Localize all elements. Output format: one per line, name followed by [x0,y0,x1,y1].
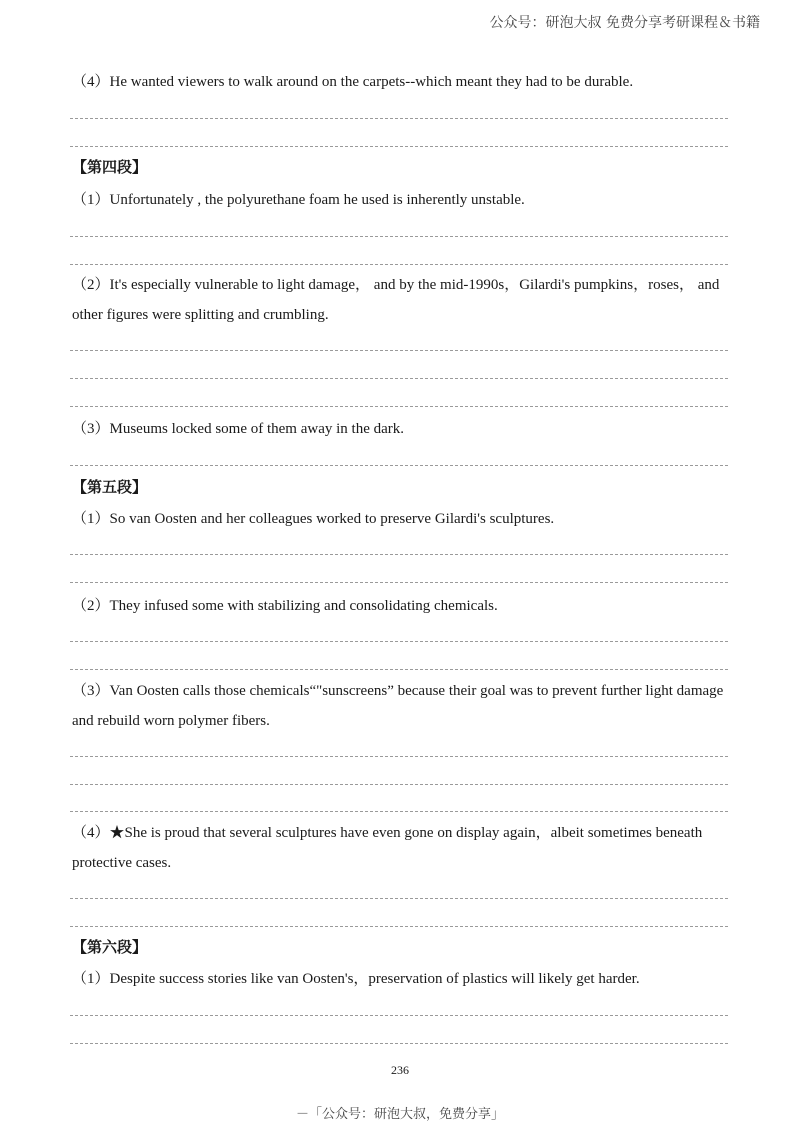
sentence-4-3: （3）Museums locked some of them away in the dark. [72,421,405,437]
answer-line [70,350,728,351]
answer-line [70,465,728,466]
header-watermark: 公众号：研泡大叔 免费分享考研课程＆书籍 [489,15,760,31]
sentence-4-2: （2）It's especially vulnerable to light damage， and by the mid-1990s，Gilardi's pumpkins，roses， and other figures were splitting and crumbling. [72,277,720,323]
answer-line [70,582,728,583]
sentence-5-3: （3）Van Oosten calls those chemicals“"sunscreens” because their goal was to prevent further light damage and rebuild worn polymer fibers. [72,683,724,729]
answer-line [70,784,728,785]
section-heading-4: 【第四段】 [72,158,148,176]
sentence-3-4: （4）He wanted viewers to walk around on the carpets--which meant they had to be durable. [72,74,634,90]
answer-line [70,1043,728,1044]
answer-line [70,378,728,379]
answer-line [70,898,728,899]
answer-line [70,118,728,119]
sentence-6-1: （1）Despite success stories like van Oosten's，preservation of plastics will likely get harder. [72,971,640,987]
footer-watermark: －「公众号：研泡大叔，免费分享」 [295,1107,504,1122]
answer-line [70,669,728,670]
answer-line [70,756,728,757]
sentence-4-1: （1）Unfortunately , the polyurethane foam he used is inherently unstable. [72,192,525,208]
answer-line [70,146,728,147]
section-heading-6: 【第六段】 [72,938,148,956]
answer-line [70,236,728,237]
answer-line [70,406,728,407]
answer-line [70,264,728,265]
answer-line [70,641,728,642]
sentence-5-1: （1）So van Oosten and her colleagues worked to preserve Gilardi's sculptures. [72,511,555,527]
sentence-5-4: （4）★She is proud that several sculptures have even gone on display again，albeit sometimes beneath protective cases. [72,825,703,871]
answer-line [70,811,728,812]
section-heading-5: 【第五段】 [72,478,148,496]
answer-line [70,1015,728,1016]
answer-line [70,926,728,927]
page-number: 236 [391,1063,409,1077]
sentence-5-2: （2）They infused some with stabilizing and consolidating chemicals. [72,598,498,614]
answer-line [70,554,728,555]
